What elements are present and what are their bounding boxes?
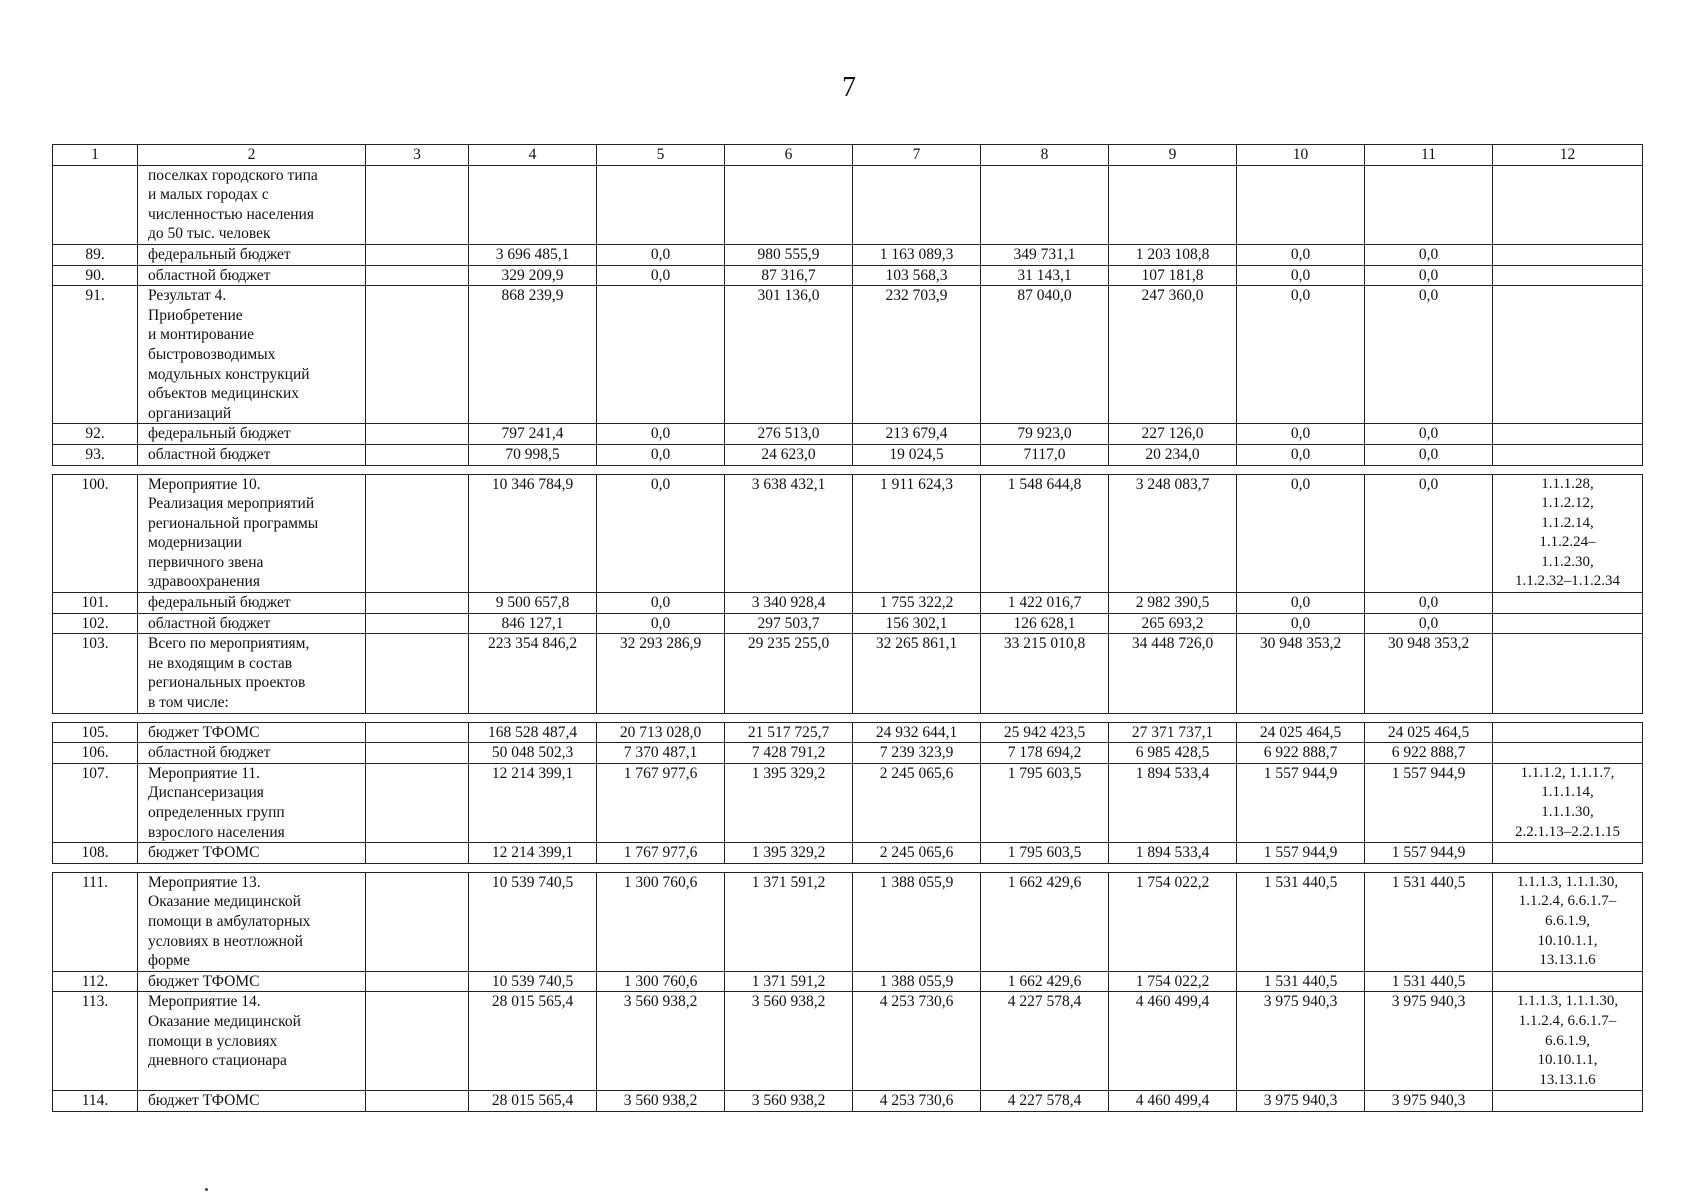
table-break-cell [53,713,1643,722]
indicator-codes-cell: 1.1.1.3, 1.1.1.30, 1.1.2.4, 6.6.1.7– 6.6.1.9, 10.10.1.1, 13.13.1.6 [1493,992,1643,1091]
amount-cell: 1 795 603,5 [981,763,1109,842]
amount-cell: 1 767 977,6 [597,843,725,864]
empty-cell [366,265,469,286]
amount-cell: 0,0 [1365,286,1493,424]
item-name-cell: областной бюджет [138,743,366,764]
amount-cell: 1 754 022,2 [1109,971,1237,992]
amount-cell: 25 942 423,5 [981,722,1109,743]
row-number-cell [53,165,138,244]
amount-cell: 1 767 977,6 [597,763,725,842]
empty-cell [366,1091,469,1112]
empty-cell [366,843,469,864]
table-row [53,286,1643,424]
amount-cell: 10 346 784,9 [469,474,597,593]
item-name-cell: Мероприятие 11. Диспансеризация определенных групп взрослого населения [138,763,366,842]
item-name-cell: Результат 4. Приобретение и монтирование быстровозводимых модульных конструкций объектов медицинских организаций [138,286,366,424]
indicator-codes-cell [1493,424,1643,445]
amount-cell: 126 628,1 [981,613,1109,634]
row-number-cell: 102. [53,613,138,634]
table-row [53,763,1643,842]
row-number-cell: 91. [53,286,138,424]
row-number-cell: 106. [53,743,138,764]
table-row [53,613,1643,634]
table-row [53,971,1643,992]
amount-cell: 1 395 329,2 [725,763,853,842]
amount-cell: 3 560 938,2 [725,1091,853,1112]
amount-cell: 10 539 740,5 [469,872,597,971]
item-name-cell: бюджет ТФОМС [138,722,366,743]
amount-cell: 7 239 323,9 [853,743,981,764]
amount-cell: 4 227 578,4 [981,992,1109,1091]
amount-cell: 980 555,9 [725,244,853,265]
indicator-codes-cell [1493,593,1643,614]
row-number-cell: 105. [53,722,138,743]
empty-cell [366,593,469,614]
header-row [53,145,1643,166]
amount-cell: 0,0 [1365,444,1493,465]
column-header: 1 [53,145,138,166]
column-header: 3 [366,145,469,166]
amount-cell: 32 293 286,9 [597,634,725,713]
table-body [53,145,1643,1112]
item-name-cell: областной бюджет [138,444,366,465]
amount-cell: 24 025 464,5 [1237,722,1365,743]
empty-cell [366,872,469,971]
row-number-cell: 108. [53,843,138,864]
amount-cell: 10 539 740,5 [469,971,597,992]
amount-cell: 6 985 428,5 [1109,743,1237,764]
amount-cell: 1 911 624,3 [853,474,981,593]
amount-cell: 1 894 533,4 [1109,763,1237,842]
amount-cell: 0,0 [597,424,725,445]
amount-cell: 0,0 [1237,593,1365,614]
amount-cell [597,165,725,244]
column-header: 8 [981,145,1109,166]
amount-cell: 797 241,4 [469,424,597,445]
amount-cell: 1 203 108,8 [1109,244,1237,265]
amount-cell: 0,0 [1237,444,1365,465]
amount-cell: 301 136,0 [725,286,853,424]
amount-cell: 0,0 [597,593,725,614]
item-name-cell: федеральный бюджет [138,244,366,265]
amount-cell [1237,165,1365,244]
row-number-cell: 89. [53,244,138,265]
budget-table [52,144,1643,1112]
amount-cell: 1 754 022,2 [1109,872,1237,971]
amount-cell: 3 975 940,3 [1365,992,1493,1091]
amount-cell: 1 371 591,2 [725,872,853,971]
amount-cell: 3 248 083,7 [1109,474,1237,593]
amount-cell: 70 998,5 [469,444,597,465]
indicator-codes-cell [1493,613,1643,634]
column-header: 9 [1109,145,1237,166]
indicator-codes-cell [1493,843,1643,864]
item-name-cell: бюджет ТФОМС [138,971,366,992]
amount-cell: 1 557 944,9 [1365,763,1493,842]
table-break [53,863,1643,872]
table-row [53,634,1643,713]
amount-cell: 30 948 353,2 [1237,634,1365,713]
amount-cell [1365,165,1493,244]
amount-cell: 1 300 760,6 [597,971,725,992]
table-row [53,992,1643,1091]
amount-cell: 0,0 [1365,244,1493,265]
amount-cell [469,165,597,244]
row-number-cell: 92. [53,424,138,445]
amount-cell [853,165,981,244]
amount-cell: 227 126,0 [1109,424,1237,445]
amount-cell: 0,0 [1237,474,1365,593]
empty-cell [366,474,469,593]
amount-cell: 4 460 499,4 [1109,992,1237,1091]
amount-cell: 0,0 [597,444,725,465]
amount-cell: 1 531 440,5 [1237,872,1365,971]
amount-cell: 7117,0 [981,444,1109,465]
indicator-codes-cell [1493,265,1643,286]
amount-cell: 349 731,1 [981,244,1109,265]
amount-cell: 7 428 791,2 [725,743,853,764]
amount-cell: 0,0 [1365,613,1493,634]
amount-cell: 7 370 487,1 [597,743,725,764]
amount-cell: 27 371 737,1 [1109,722,1237,743]
amount-cell: 1 662 429,6 [981,872,1109,971]
column-header: 10 [1237,145,1365,166]
item-name-cell: областной бюджет [138,265,366,286]
amount-cell: 28 015 565,4 [469,1091,597,1112]
page-number: 7 [842,72,856,103]
amount-cell: 213 679,4 [853,424,981,445]
amount-cell: 0,0 [1237,244,1365,265]
item-name-cell: областной бюджет [138,613,366,634]
amount-cell: 1 422 016,7 [981,593,1109,614]
amount-cell: 232 703,9 [853,286,981,424]
indicator-codes-cell: 1.1.1.28, 1.1.2.12, 1.1.2.14, 1.1.2.24– 1.1.2.30, 1.1.2.32–1.1.2.34 [1493,474,1643,593]
amount-cell: 3 340 928,4 [725,593,853,614]
table-row [53,722,1643,743]
item-name-cell: поселках городского типа и малых городах с численностью населения до 50 тыс. человек [138,165,366,244]
table-row [53,424,1643,445]
amount-cell: 24 932 644,1 [853,722,981,743]
amount-cell: 32 265 861,1 [853,634,981,713]
table-row [53,444,1643,465]
amount-cell: 0,0 [1237,286,1365,424]
amount-cell: 20 713 028,0 [597,722,725,743]
amount-cell: 3 638 432,1 [725,474,853,593]
amount-cell: 156 302,1 [853,613,981,634]
amount-cell: 24 025 464,5 [1365,722,1493,743]
amount-cell: 87 316,7 [725,265,853,286]
amount-cell: 868 239,9 [469,286,597,424]
amount-cell: 0,0 [1365,424,1493,445]
amount-cell: 247 360,0 [1109,286,1237,424]
amount-cell: 103 568,3 [853,265,981,286]
amount-cell: 3 696 485,1 [469,244,597,265]
amount-cell: 6 922 888,7 [1237,743,1365,764]
amount-cell: 1 371 591,2 [725,971,853,992]
amount-cell: 1 531 440,5 [1237,971,1365,992]
row-number-cell: 113. [53,992,138,1091]
amount-cell: 1 557 944,9 [1365,843,1493,864]
amount-cell: 3 560 938,2 [597,992,725,1091]
amount-cell: 1 548 644,8 [981,474,1109,593]
indicator-codes-cell [1493,286,1643,424]
indicator-codes-cell [1493,1091,1643,1112]
indicator-codes-cell [1493,444,1643,465]
row-number-cell: 103. [53,634,138,713]
row-number-cell: 111. [53,872,138,971]
amount-cell: 31 143,1 [981,265,1109,286]
row-number-cell: 90. [53,265,138,286]
amount-cell [1109,165,1237,244]
column-header: 11 [1365,145,1493,166]
empty-cell [366,763,469,842]
row-number-cell: 114. [53,1091,138,1112]
amount-cell: 0,0 [597,613,725,634]
amount-cell: 3 975 940,3 [1365,1091,1493,1112]
amount-cell [725,165,853,244]
empty-cell [366,992,469,1091]
column-header: 6 [725,145,853,166]
amount-cell: 12 214 399,1 [469,843,597,864]
column-header: 5 [597,145,725,166]
amount-cell: 0,0 [1237,265,1365,286]
amount-cell: 168 528 487,4 [469,722,597,743]
amount-cell: 0,0 [1237,613,1365,634]
amount-cell: 0,0 [1365,265,1493,286]
amount-cell: 2 245 065,6 [853,843,981,864]
amount-cell: 0,0 [597,265,725,286]
row-number-cell: 101. [53,593,138,614]
empty-cell [366,286,469,424]
amount-cell: 0,0 [597,474,725,593]
table-row [53,474,1643,593]
amount-cell: 1 395 329,2 [725,843,853,864]
amount-cell: 50 048 502,3 [469,743,597,764]
row-number-cell: 100. [53,474,138,593]
amount-cell: 1 662 429,6 [981,971,1109,992]
amount-cell: 21 517 725,7 [725,722,853,743]
amount-cell: 4 460 499,4 [1109,1091,1237,1112]
empty-cell [366,444,469,465]
table-row [53,593,1643,614]
empty-cell [366,743,469,764]
amount-cell: 0,0 [1365,593,1493,614]
empty-cell [366,971,469,992]
amount-cell: 30 948 353,2 [1365,634,1493,713]
amount-cell: 19 024,5 [853,444,981,465]
item-name-cell: Мероприятие 13. Оказание медицинской помощи в амбулаторных условиях в неотложной форме [138,872,366,971]
amount-cell: 12 214 399,1 [469,763,597,842]
empty-cell [366,424,469,445]
empty-cell [366,165,469,244]
amount-cell: 1 755 322,2 [853,593,981,614]
amount-cell: 1 388 055,9 [853,971,981,992]
empty-cell [366,244,469,265]
table-break [53,713,1643,722]
amount-cell: 4 253 730,6 [853,1091,981,1112]
amount-cell: 329 209,9 [469,265,597,286]
amount-cell: 7 178 694,2 [981,743,1109,764]
column-header: 2 [138,145,366,166]
amount-cell: 0,0 [597,244,725,265]
row-number-cell: 112. [53,971,138,992]
indicator-codes-cell [1493,165,1643,244]
table-row [53,872,1643,971]
scan-speck [205,1188,208,1191]
amount-cell: 4 227 578,4 [981,1091,1109,1112]
amount-cell: 79 923,0 [981,424,1109,445]
row-number-cell: 93. [53,444,138,465]
amount-cell: 1 894 533,4 [1109,843,1237,864]
amount-cell: 87 040,0 [981,286,1109,424]
amount-cell: 6 922 888,7 [1365,743,1493,764]
amount-cell: 33 215 010,8 [981,634,1109,713]
table-row [53,743,1643,764]
column-header: 7 [853,145,981,166]
indicator-codes-cell [1493,971,1643,992]
item-name-cell: Мероприятие 14. Оказание медицинской помощи в условиях дневного стационара [138,992,366,1091]
indicator-codes-cell [1493,244,1643,265]
amount-cell: 24 623,0 [725,444,853,465]
item-name-cell: бюджет ТФОМС [138,1091,366,1112]
table-break [53,465,1643,474]
column-header: 4 [469,145,597,166]
amount-cell: 3 560 938,2 [725,992,853,1091]
amount-cell: 0,0 [1365,474,1493,593]
amount-cell: 3 975 940,3 [1237,992,1365,1091]
budget-table-container [52,144,1643,1112]
table-row [53,265,1643,286]
item-name-cell: Мероприятие 10. Реализация мероприятий региональной программы модернизации первичного звена здравоохранения [138,474,366,593]
indicator-codes-cell: 1.1.1.2, 1.1.1.7, 1.1.1.14, 1.1.1.30, 2.2.1.13–2.2.1.15 [1493,763,1643,842]
empty-cell [366,613,469,634]
amount-cell: 29 235 255,0 [725,634,853,713]
item-name-cell: федеральный бюджет [138,593,366,614]
amount-cell: 1 531 440,5 [1365,872,1493,971]
indicator-codes-cell [1493,743,1643,764]
item-name-cell: Всего по мероприятиям, не входящим в состав региональных проектов в том числе: [138,634,366,713]
amount-cell [981,165,1109,244]
empty-cell [366,634,469,713]
amount-cell: 1 300 760,6 [597,872,725,971]
amount-cell: 276 513,0 [725,424,853,445]
amount-cell [597,286,725,424]
amount-cell: 1 163 089,3 [853,244,981,265]
indicator-codes-cell [1493,634,1643,713]
indicator-codes-cell: 1.1.1.3, 1.1.1.30, 1.1.2.4, 6.6.1.7– 6.6.1.9, 10.10.1.1, 13.13.1.6 [1493,872,1643,971]
amount-cell: 3 975 940,3 [1237,1091,1365,1112]
amount-cell: 223 354 846,2 [469,634,597,713]
table-row [53,843,1643,864]
empty-cell [366,722,469,743]
amount-cell: 265 693,2 [1109,613,1237,634]
amount-cell: 0,0 [1237,424,1365,445]
table-row [53,165,1643,244]
column-header: 12 [1493,145,1643,166]
amount-cell: 2 982 390,5 [1109,593,1237,614]
amount-cell: 34 448 726,0 [1109,634,1237,713]
item-name-cell: бюджет ТФОМС [138,843,366,864]
amount-cell: 28 015 565,4 [469,992,597,1091]
table-break-cell [53,863,1643,872]
item-name-cell: федеральный бюджет [138,424,366,445]
amount-cell: 9 500 657,8 [469,593,597,614]
amount-cell: 1 557 944,9 [1237,843,1365,864]
amount-cell: 2 245 065,6 [853,763,981,842]
amount-cell: 4 253 730,6 [853,992,981,1091]
amount-cell: 297 503,7 [725,613,853,634]
amount-cell: 1 531 440,5 [1365,971,1493,992]
table-row [53,244,1643,265]
amount-cell: 1 795 603,5 [981,843,1109,864]
amount-cell: 107 181,8 [1109,265,1237,286]
amount-cell: 1 557 944,9 [1237,763,1365,842]
table-row [53,1091,1643,1112]
amount-cell: 3 560 938,2 [597,1091,725,1112]
table-break-cell [53,465,1643,474]
amount-cell: 20 234,0 [1109,444,1237,465]
indicator-codes-cell [1493,722,1643,743]
amount-cell: 846 127,1 [469,613,597,634]
row-number-cell: 107. [53,763,138,842]
amount-cell: 1 388 055,9 [853,872,981,971]
